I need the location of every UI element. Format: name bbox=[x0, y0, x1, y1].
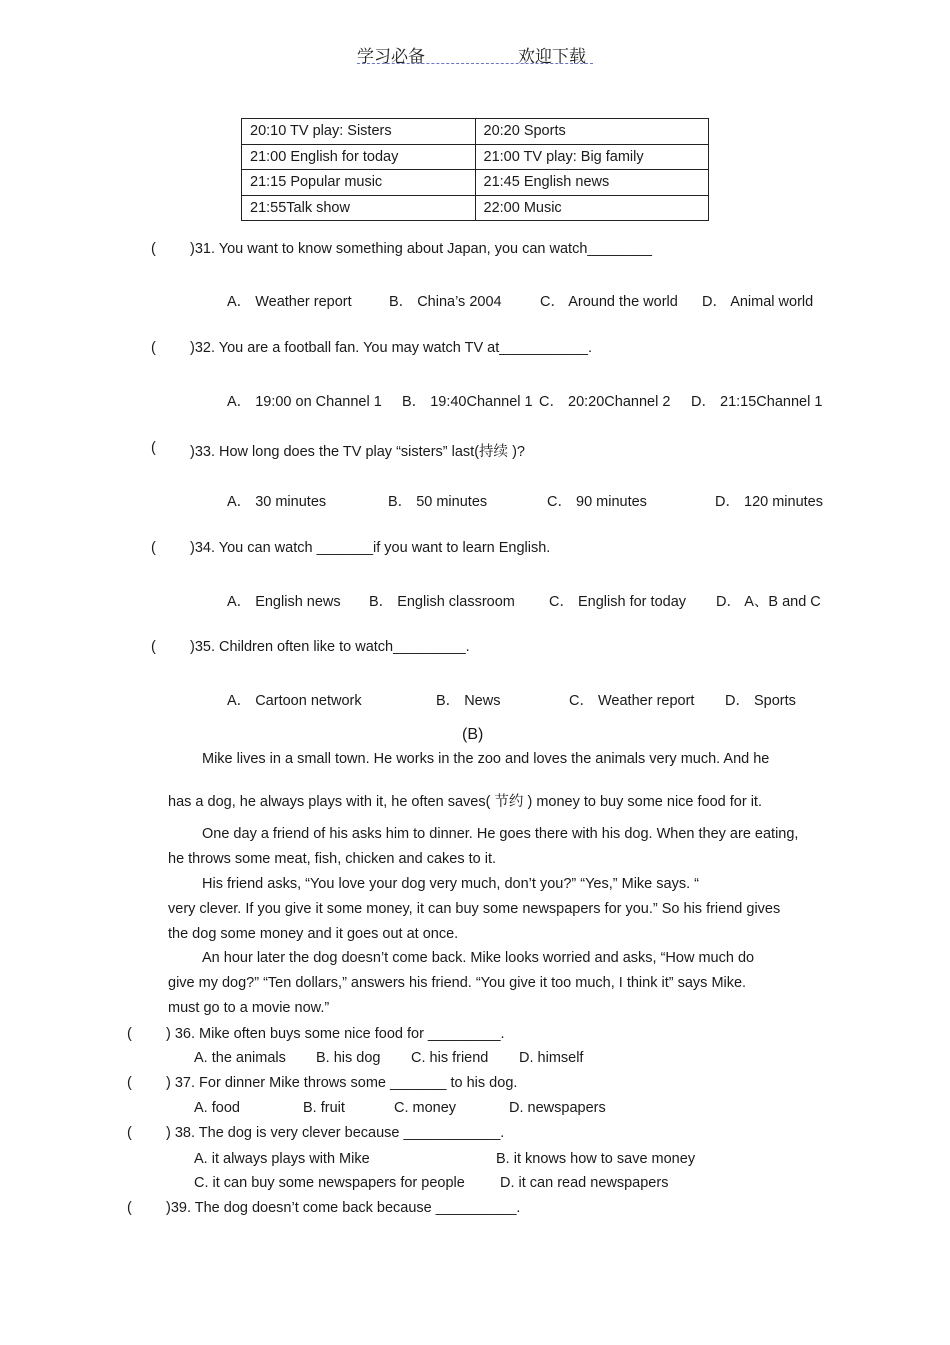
q32-paren: ( bbox=[151, 340, 156, 356]
q35-option-d: D． Sports bbox=[725, 693, 796, 709]
q32-option-b: B． 19:40Channel 1 bbox=[402, 394, 533, 410]
q37-option-c: C. money bbox=[394, 1100, 457, 1116]
q32-option-a: A． 19:00 on Channel 1 bbox=[227, 394, 382, 410]
q33-option-c: C． 90 minutes bbox=[547, 494, 647, 510]
q36-question: ) 36. Mike often buys some nice food for _________. bbox=[166, 1026, 505, 1042]
table-row bbox=[242, 144, 709, 170]
q38-option-d: D. it can read newspapers bbox=[500, 1175, 669, 1191]
q35-option-b: B． News bbox=[436, 693, 501, 709]
table-cell: 21:45 English news bbox=[475, 170, 709, 196]
table-cell: 21:55Talk show bbox=[242, 195, 476, 221]
header-left: 学习必备 bbox=[357, 47, 425, 67]
table-cell: 21:15 Popular music bbox=[242, 170, 476, 196]
q39-question: )39. The dog doesn’t come back because __________. bbox=[166, 1200, 521, 1216]
q37-option-b: B. fruit bbox=[303, 1100, 345, 1116]
q36-option-b: B. his dog bbox=[316, 1050, 381, 1066]
q32-question: )32. You are a football fan. You may watch TV at___________. bbox=[190, 340, 593, 356]
passage-line: must go to a movie now.” bbox=[168, 1000, 330, 1016]
q35-option-c: C． Weather report bbox=[569, 693, 695, 709]
q33-option-b: B． 50 minutes bbox=[388, 494, 488, 510]
q31-option-c: C． Around the world bbox=[540, 294, 678, 310]
q37-option-d: D. newspapers bbox=[509, 1100, 606, 1116]
q38-option-b: B. it knows how to save money bbox=[496, 1151, 696, 1167]
q34-option-c: C． English for today bbox=[549, 594, 687, 610]
passage-line: His friend asks, “You love your dog very much, don’t you?” “Yes,” Mike says. “ bbox=[202, 876, 699, 892]
passage-line: An hour later the dog doesn’t come back. Mike looks worried and asks, “How much do bbox=[202, 950, 755, 966]
q36-option-a: A. the animals bbox=[194, 1050, 286, 1066]
q38-question: ) 38. The dog is very clever because ____________. bbox=[166, 1125, 505, 1141]
q36-paren: ( bbox=[127, 1026, 132, 1042]
q37-option-a: A. food bbox=[194, 1100, 240, 1116]
q34-option-d: D． A、B and C bbox=[716, 594, 821, 610]
q36-option-d: D. himself bbox=[519, 1050, 584, 1066]
passage-line: Mike lives in a small town. He works in the zoo and loves the animals very much. And he bbox=[202, 751, 770, 767]
q38-paren: ( bbox=[127, 1125, 132, 1141]
passage-line: he throws some meat, fish, chicken and cakes to it. bbox=[168, 851, 497, 867]
q35-question: )35. Children often like to watch_________. bbox=[190, 639, 470, 655]
q31-option-b: B． China’s 2004 bbox=[389, 294, 502, 310]
passage-line: One day a friend of his asks him to dinner. He goes there with his dog. When they are eating, bbox=[202, 826, 799, 842]
q31-paren: ( bbox=[151, 241, 156, 257]
passage-line: has a dog, he always plays with it, he often saves( 节约 ) money to buy some nice food for it. bbox=[168, 794, 762, 810]
q31-question: )31. You want to know something about Japan, you can watch________ bbox=[190, 241, 652, 257]
table-cell: 22:00 Music bbox=[475, 195, 709, 221]
q34-option-a: A． English news bbox=[227, 594, 341, 610]
q31-option-a: A． Weather report bbox=[227, 294, 352, 310]
q33-paren: ( bbox=[151, 440, 156, 456]
passage-line: give my dog?” “Ten dollars,” answers his friend. “You give it too much, I think it” says Mike. bbox=[168, 975, 747, 991]
q37-paren: ( bbox=[127, 1075, 132, 1091]
passage-line: very clever. If you give it some money, it can buy some newspapers for you.” So his friend gives bbox=[168, 901, 781, 917]
section-b-title: (B) bbox=[462, 726, 484, 743]
q36-option-c: C. his friend bbox=[411, 1050, 489, 1066]
table-row bbox=[242, 195, 709, 221]
table-row bbox=[242, 119, 709, 145]
q33-option-a: A． 30 minutes bbox=[227, 494, 327, 510]
q34-option-b: B． English classroom bbox=[369, 594, 515, 610]
q31-option-d: D． Animal world bbox=[702, 294, 814, 310]
q35-option-a: A． Cartoon network bbox=[227, 693, 362, 709]
q37-question: ) 37. For dinner Mike throws some _______ to his dog. bbox=[166, 1075, 518, 1091]
header-right: 欢迎下载 bbox=[518, 47, 586, 67]
table-cell: 20:20 Sports bbox=[475, 119, 709, 145]
q33-question: )33. How long does the TV play “sisters” last(持续 )? bbox=[190, 444, 525, 460]
q38-option-a: A. it always plays with Mike bbox=[194, 1151, 370, 1167]
tv-schedule-table bbox=[241, 118, 709, 221]
q33-option-d: D． 120 minutes bbox=[715, 494, 823, 510]
q34-paren: ( bbox=[151, 540, 156, 556]
table-cell: 21:00 English for today bbox=[242, 144, 476, 170]
q39-paren: ( bbox=[127, 1200, 132, 1216]
header-underline bbox=[357, 63, 593, 64]
q34-question: )34. You can watch _______if you want to learn English. bbox=[190, 540, 551, 556]
table-cell: 21:00 TV play: Big family bbox=[475, 144, 709, 170]
q38-option-c: C. it can buy some newspapers for people bbox=[194, 1175, 465, 1191]
passage-line: the dog some money and it goes out at once. bbox=[168, 926, 459, 942]
q32-option-c: C． 20:20Channel 2 bbox=[539, 394, 671, 410]
q32-option-d: D． 21:15Channel 1 bbox=[691, 394, 823, 410]
q35-paren: ( bbox=[151, 639, 156, 655]
table-row bbox=[242, 170, 709, 196]
table-cell: 20:10 TV play: Sisters bbox=[242, 119, 476, 145]
